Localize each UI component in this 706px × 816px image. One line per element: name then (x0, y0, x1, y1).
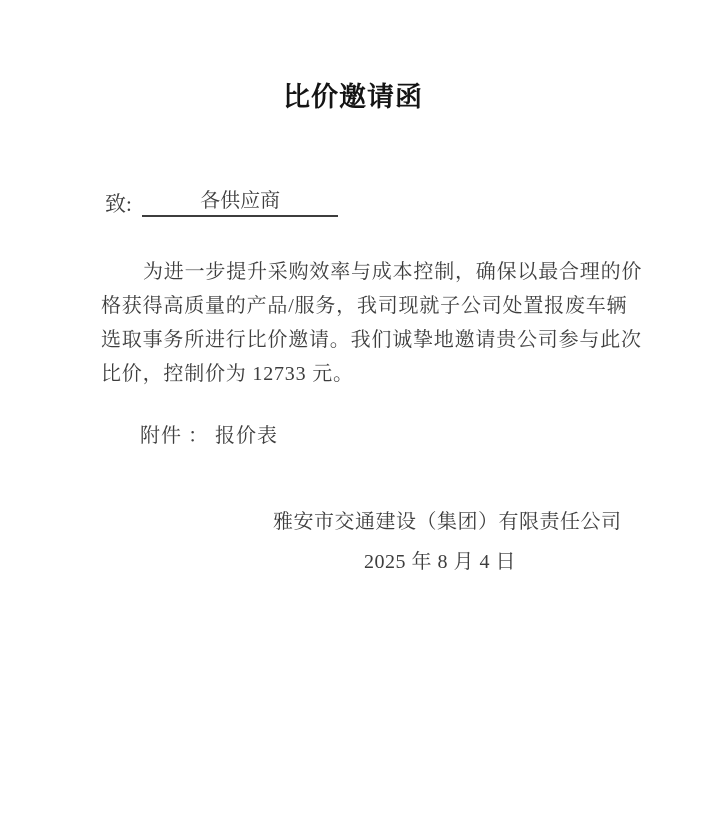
recipient-line (105, 188, 338, 217)
signature-date: 2025 年 8 月 4 日 (364, 551, 516, 573)
company-name: 雅安市交通建设（集团）有限责任公司 (273, 511, 622, 533)
page-title: 比价邀请函 (283, 82, 423, 112)
body-line-4: 比价，控制价为 12733 元。 (101, 363, 354, 385)
signature-block (273, 508, 622, 576)
body-line-1: 为进一步提升采购效率与成本控制，确保以最合理的价 (143, 261, 643, 283)
recipient-label: 致: (105, 192, 132, 216)
body-paragraph (101, 255, 643, 391)
attachment-line: 附件 ： 报价表 (140, 425, 278, 447)
body-line-2: 格获得高质量的产品/服务，我司现就子公司处置报废车辆 (101, 295, 628, 317)
recipient-underlined-value: 各供应商 (142, 188, 338, 217)
body-line-3: 选取事务所进行比价邀请。我们诚挚地邀请贵公司参与此次 (101, 329, 642, 351)
